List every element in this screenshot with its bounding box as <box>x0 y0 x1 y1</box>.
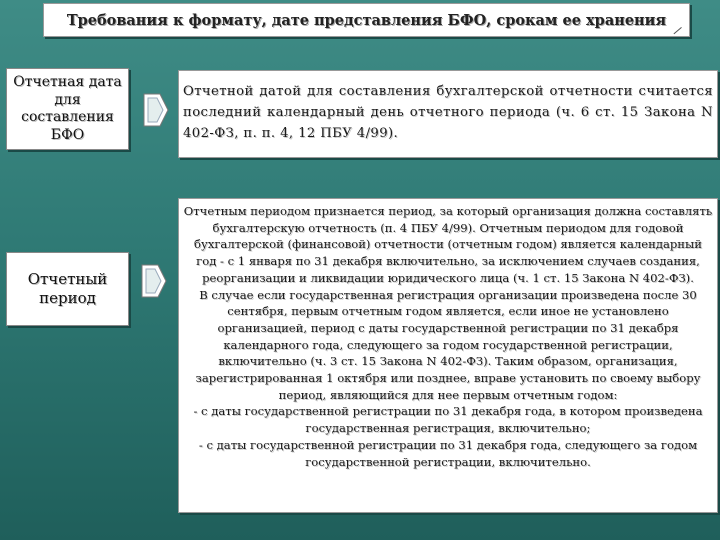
reporting-date-text: Отчетной датой для составления бухгалтерской отчетности считается последний календарный день отчетного периода (ч. 6 ст. 15 Закона N 402-ФЗ, п. п. 4, 12 ПБУ 4/99). <box>183 84 713 141</box>
label-reporting-period <box>6 252 129 326</box>
slide-title: Требования к формату, дате представления БФО, срокам ее хранения <box>66 11 667 29</box>
corner-mark <box>674 27 683 35</box>
chevron-arrow-icon <box>140 263 168 299</box>
reporting-period-paragraph-2: В случае если государственная регистрация организации произведена после 30 сентября, первым отчетным годом является, если иное не установлено организацией, период с даты государственной регистрации по 31 декабря календарного года, следующего за годом государственной регистрации, включительно (ч. 3 ст. 15 Закона N 402-ФЗ). Таким образом, организация, зарегистрированная 1 октября или позднее, вправе установить по своему выбору период, являющийся для нее первым отчетным годом: <box>195 287 701 402</box>
reporting-period-content <box>178 198 718 513</box>
label-reporting-date-text: Отчетная дата для составления БФО <box>13 74 122 143</box>
slide-title-box <box>43 3 690 37</box>
reporting-period-paragraph-4: - с даты государственной регистрации по 31 декабря года, следующего за годом государственной регистрации, включительно. <box>198 437 698 469</box>
label-reporting-period-text: Отчетный период <box>27 270 108 307</box>
reporting-period-paragraph-1: Отчетным периодом признается период, за который организация должна составлять бухгалтерскую отчетность (п. 4 ПБУ 4/99). Отчетным периодом для годовой бухгалтерской (финансовой) отчетности (отчетным годом) является календарный год - с 1 января по 31 декабря включительно, за исключением случаев создания, реорганизации и ликвидации юридического лица (ч. 1 ст. 15 Закона N 402-ФЗ). <box>183 204 713 285</box>
label-reporting-date <box>6 68 129 150</box>
reporting-date-content <box>178 70 718 158</box>
chevron-arrow-icon <box>142 92 170 128</box>
reporting-period-paragraph-3: - с даты государственной регистрации по 31 декабря года, в котором произведена государственная регистрация, включительно; <box>193 404 703 436</box>
